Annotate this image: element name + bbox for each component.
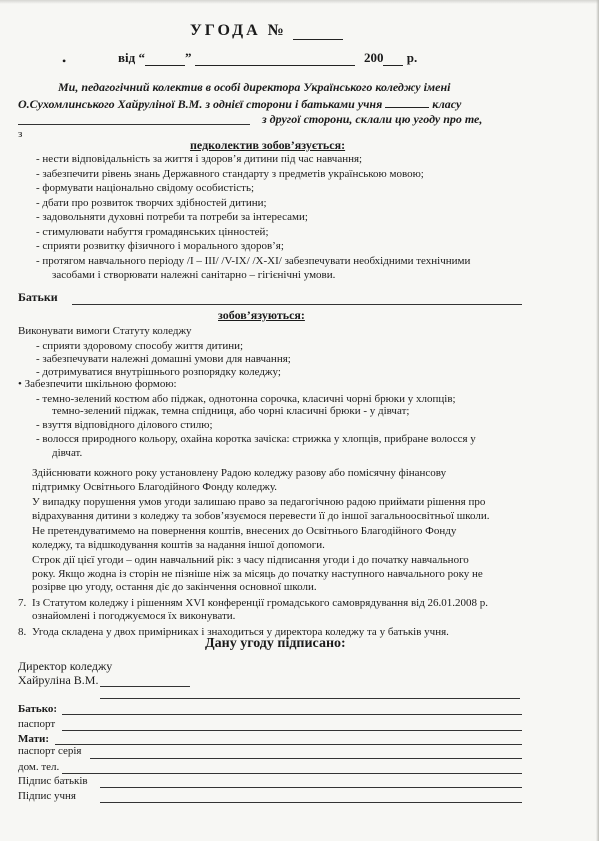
- staff-heading: педколектив зобов’язується:: [190, 138, 346, 152]
- date-mid: ”: [184, 50, 192, 65]
- mother-label: Мати:: [18, 733, 50, 745]
- clause-number: 8.: [18, 625, 27, 638]
- mother-passport-line: [90, 758, 522, 759]
- parents-p2-item: [52, 405, 409, 417]
- staff-item: [36, 168, 424, 180]
- father-label: Батько:: [18, 703, 58, 715]
- intro-line-1: Ми, педагогічний колектив в особі директора Українського коледжу імені: [58, 80, 451, 94]
- clause-line: [32, 568, 483, 580]
- staff-item-text: формувати національно свідому особистість;: [42, 182, 255, 194]
- list-dash: -: [36, 225, 43, 238]
- parents-p1-item-text: сприяти здоровому способу життя дитини;: [42, 340, 244, 352]
- staff-item-text: нести відповідальність за життя і здоров’я дитини під час навчання;: [42, 153, 363, 165]
- parents-label: Батьки: [18, 290, 58, 304]
- phone-label: дом. тел.: [18, 761, 60, 773]
- parents-signature-line: [100, 787, 522, 788]
- list-dash: -: [36, 182, 43, 194]
- staff-item: [36, 255, 470, 267]
- parents-p2-item-text: дівчат.: [52, 447, 83, 459]
- parents-point-2-text: Забезпечити шкільною формою:: [24, 378, 177, 390]
- clause-text: ознайомлені і погоджуємося їх виконувати.: [32, 610, 236, 622]
- clause-text: Не претендуватимемо на повернення коштів, внесених до Освітнього Благодійного Фонду: [32, 525, 457, 537]
- list-dash: -: [36, 196, 43, 209]
- clause-line: [18, 496, 485, 508]
- day-blank: [145, 53, 185, 66]
- intro-line-2a: О.Сухомлинського Хайруліної В.М. з однієї сторони і батьками учня: [18, 97, 383, 111]
- parents-p2-item-text: темно-зелений костюм або піджак, однотонна сорочка, класичні чорні брюки у хлопців;: [42, 393, 456, 405]
- clause-text: Угода складена у двох примірниках і знаходиться у директора коледжу та у батьків учня.: [32, 625, 449, 638]
- mother-line: [55, 744, 522, 745]
- staff-item-text: протягом навчального періоду /I – III/ /V-IX/ /X-XI/ забезпечувати необхідними технічними: [42, 254, 471, 267]
- clause-text: У випадку порушення умов угоди залишаю право за педагогічною радою приймати рішення про: [32, 496, 486, 508]
- clause-line: [18, 467, 446, 479]
- parents-p1-item-text: забезпечувати належні домашні умови для навчання;: [42, 353, 291, 365]
- parents-p1-item: [36, 366, 281, 378]
- student-signature-line: [100, 802, 522, 803]
- staff-item-text: дбати про розвиток творчих здібностей дитини;: [42, 196, 267, 209]
- parents-p2-item-text: волосся природного кольору, охайна коротка зачіска: стрижка у хлопців, прибране волосся у: [42, 433, 476, 445]
- parents-p2-item-text: темно-зелений піджак, темна спідниця, або чорні класичні брюки - у дівчат;: [52, 405, 410, 417]
- clause-text: Строк дії цієї угоди – один навчальний рік: з часу підписання угоди і до початку навчального: [32, 554, 469, 566]
- clause-line: [32, 481, 277, 493]
- phone-line: [62, 773, 522, 774]
- intro-line-2: [18, 97, 461, 112]
- parents-point-1: Виконувати вимоги Статуту коледжу: [18, 325, 192, 337]
- clause-line: [32, 539, 325, 551]
- staff-item: [36, 226, 269, 238]
- list-dash: -: [36, 211, 43, 223]
- list-dash: -: [36, 366, 43, 378]
- staff-item: [36, 153, 362, 165]
- director-name: Хайруліна В.М.: [18, 673, 99, 687]
- parents-p2-item: [52, 447, 82, 459]
- list-dash: -: [36, 419, 43, 431]
- date-prefix: від “: [118, 50, 145, 65]
- signatures-heading: Дану угоду підписано:: [205, 636, 346, 651]
- mother-passport-label: паспорт серія: [18, 745, 82, 757]
- staff-item: [36, 182, 254, 194]
- list-dash: -: [36, 240, 43, 252]
- parents-p1-item: [36, 353, 291, 365]
- parents-point-2: • Забезпечити шкільною формою:: [18, 378, 177, 390]
- stray-dot: •: [62, 54, 67, 68]
- clause-text: Здійснювати кожного року установлену Радою коледжу разову або помісячну фінансову: [32, 467, 447, 479]
- scan-shadow-top: [0, 0, 599, 4]
- parents-p2-item-text: взуття відповідного ділового стилю;: [42, 419, 213, 431]
- staff-item: [52, 269, 335, 281]
- director-label: Директор коледжу: [18, 659, 113, 673]
- parents-name-line: [72, 304, 522, 305]
- father-passport-line: [62, 730, 522, 731]
- staff-item: [36, 240, 284, 252]
- list-dash: -: [36, 353, 43, 365]
- clause-text: коледжу, та відшкодування коштів за надання іншої допомоги.: [32, 538, 325, 551]
- clause-number: 7.: [18, 596, 27, 609]
- father-line-upper: [100, 698, 520, 699]
- list-dash: -: [36, 153, 43, 165]
- student-signature-label: Підпис учня: [18, 790, 76, 802]
- clause-text: року. Якщо жодна із сторін не пізніше ніж за місяць до початку наступного навчального року не: [32, 567, 483, 580]
- title-number-blank: [293, 25, 343, 40]
- parents-p2-item: [36, 419, 213, 431]
- parents-p1-item: [36, 340, 243, 352]
- clause-text: підтримку Освітнього Благодійного Фонду коледжу.: [32, 480, 278, 493]
- director-sign-line: [100, 686, 190, 687]
- parents-p2-item: [36, 433, 476, 445]
- intro-line-3: з другої сторони, склали цю угоду про те,: [262, 112, 483, 126]
- clause-text: відрахування дитини з коледжу та зобов’язуємося перевести її до іншої загальноосвітньої школи.: [32, 509, 490, 522]
- class-blank: [385, 97, 429, 108]
- parents-p2-item: [36, 393, 456, 405]
- parents-signature-label: Підпис батьків: [18, 775, 88, 787]
- staff-item-text: стимулювати набуття громадянських цінностей;: [42, 225, 269, 238]
- father-line: [62, 714, 522, 715]
- intro-line-2b: класу: [432, 97, 462, 111]
- father-passport-label: паспорт: [18, 718, 56, 730]
- date-line: [118, 50, 417, 66]
- title-text: УГОДА №: [190, 22, 287, 39]
- year-text: 200: [363, 50, 384, 65]
- year-blank: [383, 53, 403, 66]
- list-dash: -: [36, 393, 43, 405]
- document-title: [190, 22, 343, 40]
- staff-item-text: задовольняти духовні потреби та потреби за інтересами;: [42, 211, 308, 223]
- staff-item: [36, 197, 267, 209]
- staff-item-text: забезпечити рівень знань Державного стандарту з предметів українською мовою;: [42, 167, 424, 180]
- parent-name-line: [18, 124, 250, 125]
- parents-p1-item-text: дотримуватися внутрішнього розпорядку коледжу;: [42, 366, 281, 378]
- clause-line: [32, 581, 317, 593]
- year-suffix: р.: [406, 50, 418, 65]
- clause-line: [32, 610, 235, 622]
- staff-item-text: сприяти розвитку фізичного і морального здоров’я;: [42, 240, 284, 252]
- clause-line: [18, 525, 456, 537]
- staff-item-text: засобами і створювати належні санітарно – гігієнічні умови.: [52, 269, 336, 281]
- clause-text: розірве цю угоду, остання діє до закінчення основної школи.: [32, 581, 317, 593]
- list-dash: -: [36, 254, 43, 267]
- list-dash: -: [36, 167, 43, 180]
- parents-heading: зобов’язуються:: [218, 308, 305, 322]
- list-dash: -: [36, 340, 43, 352]
- clause-text: Із Статутом коледжу і рішенням XVI конференції громадського самоврядування від 26.01.2008 р.: [32, 596, 489, 609]
- clause-line: [32, 510, 490, 522]
- clause-line: [18, 554, 469, 566]
- month-blank: [195, 53, 355, 66]
- list-dash: -: [36, 433, 43, 445]
- clause-line: [18, 597, 488, 609]
- margin-mark: з: [18, 128, 23, 140]
- staff-item: [36, 211, 308, 223]
